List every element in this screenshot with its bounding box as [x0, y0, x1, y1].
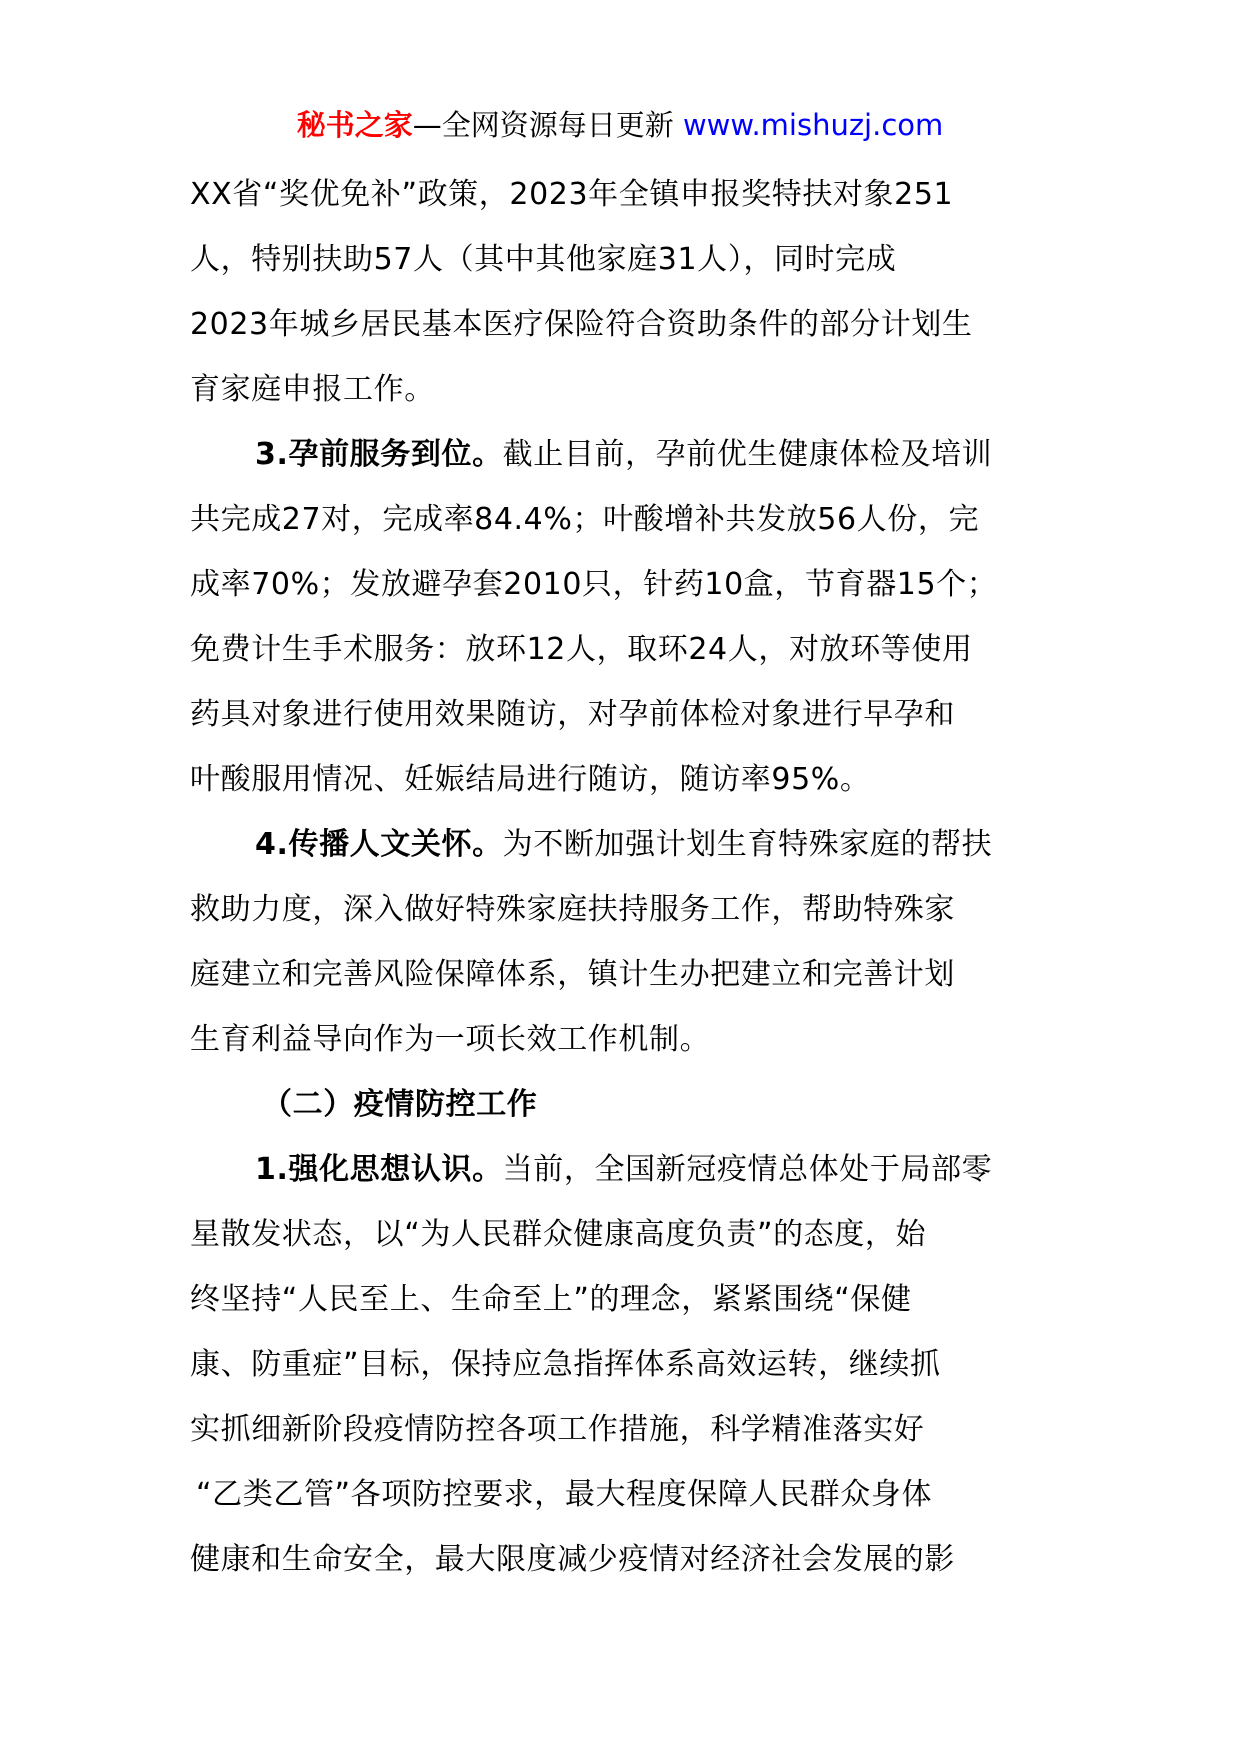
text-line: 实抓细新阶段疫情防控各项工作措施，科学精准落实好 — [190, 1412, 925, 1447]
text-line: XX省“奖优免补”政策，2023年全镇申报奖特扶对象251 — [190, 177, 954, 212]
text-line: 星散发状态，以“为人民群众健康高度负责”的态度，始 — [190, 1217, 927, 1252]
text-line: 庭建立和完善风险保障体系，镇计生办把建立和完善计划 — [190, 957, 955, 992]
paragraph-start-line: 3.孕前服务到位。截止目前，孕前优生健康体检及培训 — [255, 437, 993, 472]
text-line: “乙类乙管”各项防控要求，最大程度保障人民群众身体 — [196, 1477, 933, 1512]
text-line: 健康和生命安全，最大限度减少疫情对经济社会发展的影 — [190, 1542, 955, 1577]
text-line: 免费计生手术服务：放环12人，取环24人，对放环等使用 — [190, 632, 973, 667]
section-heading: （二）疫情防控工作 — [262, 1087, 538, 1122]
site-brand: 秘书之家 — [296, 108, 413, 142]
text-line: 共完成27对，完成率84.4%；叶酸增补共发放56人份，完 — [190, 502, 980, 537]
site-header — [0, 100, 1240, 150]
text-line: 2023年城乡居民基本医疗保险符合资助条件的部分计划生 — [190, 307, 973, 342]
item-heading: 3.孕前服务到位。 — [255, 437, 503, 472]
paragraph-start-line: 4.传播人文关怀。为不断加强计划生育特殊家庭的帮扶 — [255, 827, 993, 862]
item-heading: 4.传播人文关怀。 — [255, 827, 503, 862]
document-body — [190, 162, 1065, 1592]
text-line: 生育利益导向作为一项长效工作机制。 — [190, 1022, 711, 1057]
text-line: 人，特别扶助57人（其中其他家庭31人），同时完成 — [190, 242, 897, 277]
item-heading: 1.强化思想认识。 — [255, 1152, 503, 1187]
paragraph-start-line: 1.强化思想认识。当前，全国新冠疫情总体处于局部零 — [255, 1152, 993, 1187]
text-line: 救助力度，深入做好特殊家庭扶持服务工作，帮助特殊家 — [190, 892, 955, 927]
text-line: 育家庭申报工作。 — [190, 372, 435, 407]
text-line: 成率70%；发放避孕套2010只，针药10盒，节育器15个； — [190, 567, 998, 602]
site-url-link[interactable]: www.mishuzj.com — [682, 108, 944, 142]
text-line: 终坚持“人民至上、生命至上”的理念，紧紧围绕“保健 — [190, 1282, 912, 1317]
text-line: 康、防重症”目标，保持应急指挥体系高效运转，继续抓 — [190, 1347, 941, 1382]
text-line: 药具对象进行使用效果随访，对孕前体检对象进行早孕和 — [190, 697, 955, 732]
site-slogan: —全网资源每日更新 — [412, 108, 683, 142]
text-line: 叶酸服用情况、妊娠结局进行随访，随访率95%。 — [190, 762, 871, 797]
